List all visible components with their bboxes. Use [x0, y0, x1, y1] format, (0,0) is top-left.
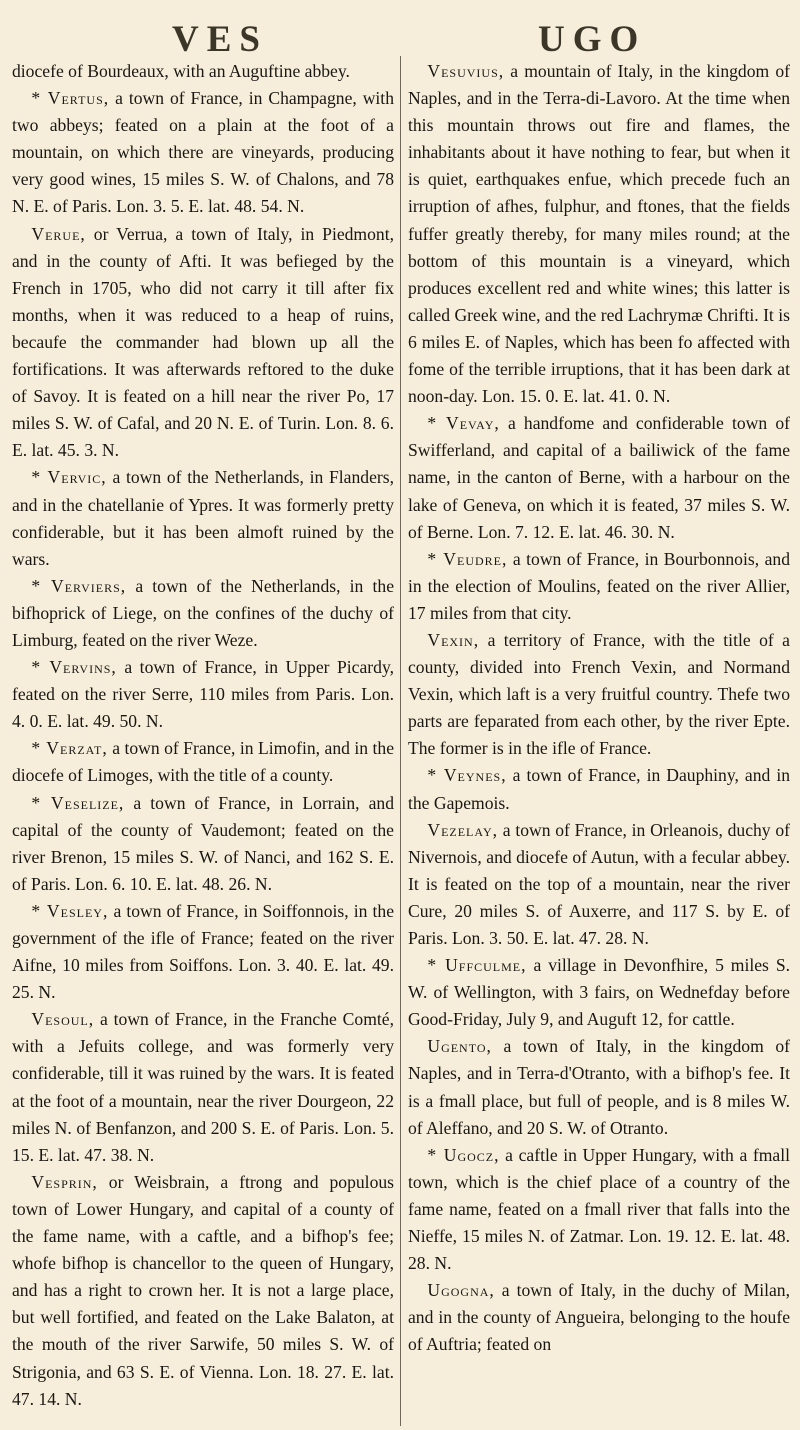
entry [12, 221, 394, 465]
entry-text: a town of France, in Orleanois, duchy of Nivernois, and diocefe of Autun, with a fecular abbey. It is feated on the top of a mountain, near the river Cure, 20 miles S. of Auxerre, and 117 S. by E. of Paris. Lon. 3. 50. E. lat. 47. 28. N. [408, 819, 790, 948]
entry-text: a town of France, in Bourbonnois, and in the election of Moulins, feated on the river Allier, 17 miles from that city. [408, 548, 790, 623]
entry [408, 1277, 790, 1358]
entry-text: diocefe of Bourdeaux, with an Auguftine abbey. [12, 61, 350, 81]
entry [12, 85, 394, 220]
entry [12, 1006, 394, 1169]
entry [12, 898, 394, 1006]
entry-headword: * Vesley, [31, 900, 109, 921]
entry-text: a village in Devonfhire, 5 miles S. W. of Wellington, with 3 fairs, on Wednefday before Good-Friday, July 9, and Auguft 12, for cattle. [408, 955, 790, 1030]
entry-text: a town of France, in the Franche Comté, with a Jefuits college, and was formerly very confiderable, till it was ruined by the wars. It is feated at the foot of a mountain, near the river Dourgeon, 22 miles N. of Benfanzon, and 200 S. E. of Paris. Lon. 5. 15. E. lat. 47. 38. N. [12, 1009, 394, 1165]
entry-headword: * Verviers, [31, 575, 127, 596]
entry [408, 627, 790, 762]
entry-headword: * Uffculme, [427, 955, 527, 976]
entry-headword: * Vertus, [31, 88, 110, 109]
entry [408, 546, 790, 627]
left-running-head: VES [172, 19, 268, 60]
entry [408, 58, 790, 410]
entry-headword: * Vevay, [427, 413, 500, 434]
entry-text: a town of France, in Dauphiny, and in the Gapemois. [408, 765, 790, 813]
entry-headword: Verue, [31, 223, 86, 244]
entry-text: a town of France, in Soiffonnois, in the government of the ifle of France; feated on the river Aifne, 10 miles from Soiffons. Lon. 3. 40. E. lat. 49. 25. N. [12, 900, 394, 1003]
entry-text: a town of France, in Lorrain, and capital of the county of Vaudemont; feated on the river Brenon, 15 miles S. W. of Nanci, and 162 S. E. of Paris. Lon. 6. 10. E. lat. 48. 26. N. [12, 792, 394, 894]
entry [12, 790, 394, 898]
entry-headword: Vexin, [427, 629, 480, 650]
entry-text: a town of the Netherlands, in Flanders, and in the chatellanie of Ypres. It was formerly pretty confiderable, but it has been almoft ruined by the wars. [12, 467, 394, 569]
column-divider [400, 56, 401, 1426]
right-running-head: UGO [538, 19, 647, 60]
entry-headword: Vesuvius, [427, 61, 505, 81]
entry-headword: Ugento, [427, 1036, 492, 1057]
entry [408, 952, 790, 1033]
left-column [12, 58, 394, 1426]
entry-headword: Vezelay, [427, 819, 499, 840]
entry-headword: * Veynes, [427, 765, 507, 786]
entry-headword: * Verzat, [31, 738, 108, 759]
entry [12, 1169, 394, 1413]
entry [12, 573, 394, 654]
entry-headword: * Veudre, [427, 548, 508, 569]
entry-text: a town of Italy, in the kingdom of Naples, and in Terra-d'Otranto, with a bifhop's fee. It is a fmall place, but full of people, and is 8 miles W. of Aleffano, and 20 S. W. of Otranto. [408, 1036, 790, 1138]
entry-text: a town of France, in Champagne, with two abbeys; feated on a plain at the foot of a mountain, on which there are vineyards, producing very good wines, 15 miles S. W. of Chalons, and 78 N. E. of Paris. Lon. 3. 5. E. lat. 48. 54. N. [12, 88, 394, 217]
entry [12, 58, 394, 85]
entry-headword: * Ugocz, [427, 1144, 500, 1165]
entry-text: a mountain of Italy, in the kingdom of Naples, and in the Terra-di-Lavoro. At the time when this mountain throws out fire and flames, the inhabitants about it have nothing to fear, but when it is quiet, earthquakes enfue, which precede fuch an irruption of afhes, fulphur, and ftones, that the fields fuffer greatly thereby, for many miles round; at the bottom of this mountain is a vineyard, which produces excellent red and white wines; this latter is called Greek wine, and the red Lachrymæ Chrifti. It is 6 miles E. of Naples, which has been fo affected with fome of the terrible irruptions, that it has been dark at noon-day. Lon. 15. 0. E. lat. 41. 0. N. [408, 61, 790, 407]
entry-headword: * Vervins, [31, 657, 117, 678]
entry-headword: * Vervic, [31, 467, 107, 488]
entry-text: or Verrua, a town of Italy, in Piedmont, and in the county of Afti. It was befieged by the French in 1705, who did not carry it till after fix months, when it was reduced to a heap of ruins, becaufe the commander had blown up all the fortifications. It was afterwards reftored to the duke of Savoy. It is feated on a hill near the river Po, 17 miles S. W. of Cafal, and 20 N. E. of Turin. Lon. 8. 6. E. lat. 45. 3. N. [12, 223, 394, 461]
entry-headword: Ugogna, [427, 1280, 495, 1301]
entry [408, 817, 790, 952]
entry-headword: * Veselize, [31, 792, 125, 813]
entry-text: a town of France, in Upper Picardy, feated on the river Serre, 110 miles from Paris. Lon. 4. 0. E. lat. 49. 50. N. [12, 657, 394, 732]
entry [12, 464, 394, 572]
entry [12, 654, 394, 735]
entry [408, 762, 790, 816]
entry-text: or Weisbrain, a ftrong and populous town of Lower Hungary, and capital of a county of the fame name, with a caftle, and a bifhop's fee; whofe bifhop is chancellor to the queen of Hungary, and has a right to crown her. It is not a large place, but well fortified, and feated on the Lake Balaton, at the mouth of the river Sarwife, 50 miles S. W. of Strigonia, and 63 S. E. of Vienna. Lon. 18. 27. E. lat. 47. 14. N. [12, 1171, 394, 1409]
entry-text: a town of the Netherlands, in the bifhoprick of Liege, on the confines of the duchy of Limburg, feated on the river Weze. [12, 575, 394, 650]
entry-text: a town of France, in Limofin, and in the diocefe of Limoges, with the title of a county. [12, 738, 394, 786]
entry-headword: Vesoul, [31, 1009, 95, 1030]
entry-text: a territory of France, with the title of a county, divided into French Vexin, and Normand Vexin, which laft is a very fruitful country. Thefe two parts are feparated from each other, by the river Epte. The former is in the ifle of France. [408, 629, 790, 759]
entry-text: a handfome and confiderable town of Swifferland, and capital of a bailiwick of the fame name, in the canton of Berne, with a harbour on the lake of Geneva, on which it is feated, 37 miles S. W. of Berne. Lon. 7. 12. E. lat. 46. 30. N. [408, 413, 790, 542]
entry-text: a town of Italy, in the duchy of Milan, and in the county of Angueira, belonging to the houfe of Auftria; feated on [408, 1280, 790, 1355]
entry-text: a caftle in Upper Hungary, with a fmall town, which is the chief place of a country of the fame name, feated on a fmall river that falls into the Nieffe, 15 miles N. of Zatmar. Lon. 19. 12. E. lat. 48. 28. N. [408, 1144, 790, 1274]
entry [12, 735, 394, 789]
running-header [0, 18, 800, 58]
entry [408, 410, 790, 545]
entry [408, 1142, 790, 1277]
entry [408, 1033, 790, 1141]
entry-headword: Vesprin, [31, 1171, 98, 1192]
right-column [408, 58, 790, 1426]
